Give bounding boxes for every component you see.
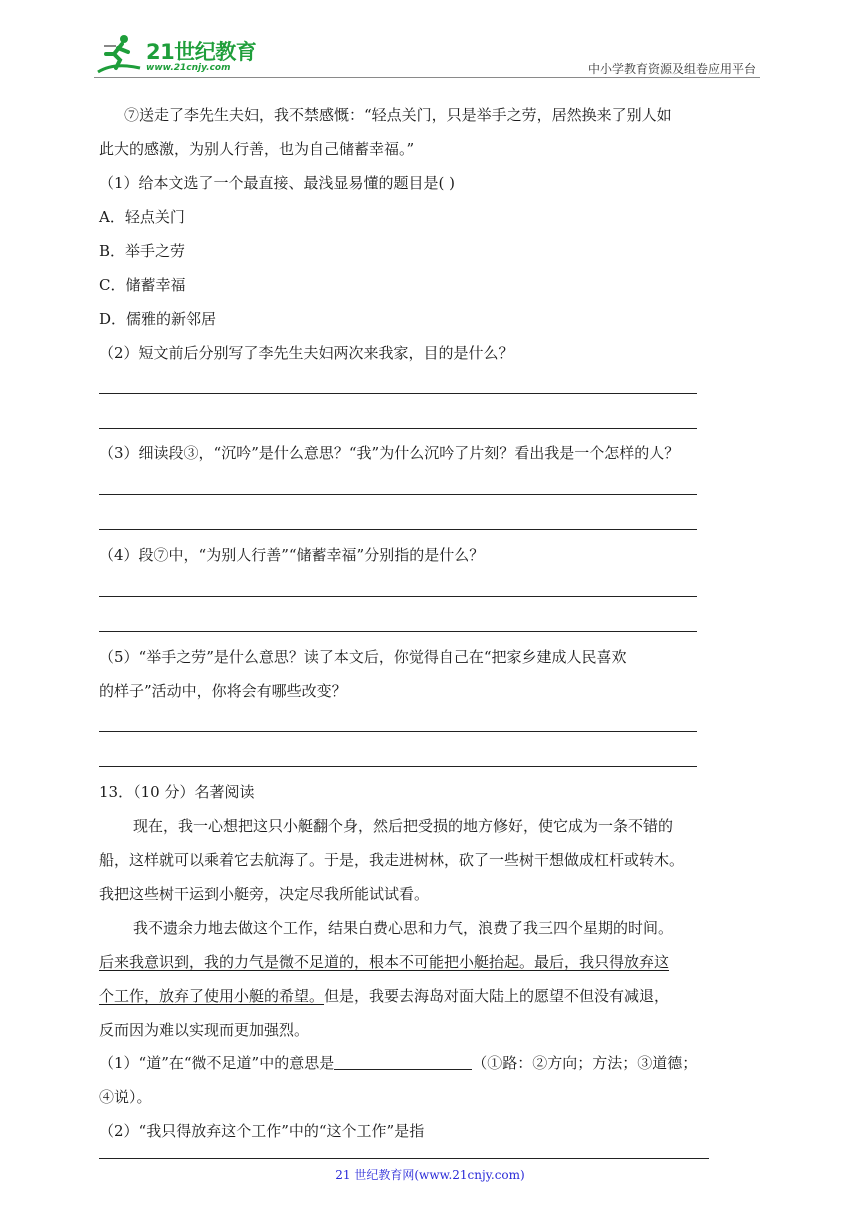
paragraph-7-line-2: 此大的感激，为别人行善，也为自己储蓄幸福。” (99, 140, 415, 158)
question-3-stem: （3）细读段③，“沉吟”是什么意思？“我”为什么沉吟了片刻？看出我是一个怎样的人？ (99, 444, 680, 462)
question-5-line-2: 的样子”活动中，你将会有哪些改变？ (99, 682, 347, 700)
question-13-sub-2: （2）“我只得放弃这个工作”中的“这个工作”是指 (99, 1122, 425, 1140)
answer-line[interactable] (99, 494, 697, 495)
logo-text: 21世纪教育 (146, 40, 257, 64)
answer-line[interactable] (99, 529, 697, 530)
option-c[interactable]: C．储蓄幸福 (99, 276, 186, 294)
question-1-stem: （1）给本文选了一个最直接、最浅显易懂的题目是( ) (99, 174, 456, 192)
passage-p1-line-3: 我把这些树干运到小艇旁，决定尽我所能试试看。 (99, 885, 430, 903)
fill-in-blank[interactable] (334, 1055, 472, 1070)
runner-logo-icon (94, 32, 144, 76)
platform-title: 中小学教育资源及组卷应用平台 (587, 62, 756, 76)
sub-1-suffix: （①路：②方向；方法；③道德； (472, 1054, 698, 1072)
question-5-line-1: （5）“举手之劳”是什么意思？读了本文后，你觉得自己在“把家乡建成人民喜欢 (99, 648, 627, 666)
underlined-sentence: 个工作，放弃了使用小艇的希望。 (99, 987, 325, 1005)
answer-line[interactable] (99, 731, 697, 732)
passage-p2-line-4: 反而因为难以实现而更加强烈。 (99, 1021, 310, 1039)
question-13-title: 13．（10 分）名著阅读 (99, 783, 255, 801)
answer-line[interactable] (99, 428, 697, 429)
header-divider (94, 77, 760, 78)
answer-line[interactable] (99, 766, 697, 767)
answer-line[interactable] (99, 631, 697, 632)
footer-divider (99, 1158, 709, 1159)
passage-p1-line-1: 现在，我一心想把这只小艇翻个身，然后把受损的地方修好，使它成为一条不错的 (133, 817, 674, 835)
question-2-stem: （2）短文前后分别写了李先生夫妇两次来我家，目的是什么？ (99, 344, 514, 362)
paragraph-7-line-1: ⑦送走了李先生夫妇，我不禁感慨：“轻点关门，只是举手之劳，居然换来了别人如 (124, 106, 672, 124)
page-header (94, 30, 760, 78)
question-13-sub-1-line-2: ④说）。 (99, 1088, 152, 1106)
passage-p2-line-3 (99, 986, 669, 1006)
passage-text: 但是，我要去海岛对面大陆上的愿望不但没有减退， (324, 987, 670, 1005)
option-d[interactable]: D．儒雅的新邻居 (99, 310, 217, 328)
answer-line[interactable] (99, 596, 697, 597)
sub-1-prefix: （1）“道”在“微不足道”中的意思是 (99, 1054, 335, 1072)
question-13-sub-1 (99, 1053, 697, 1073)
option-a[interactable]: A．轻点关门 (99, 208, 185, 226)
question-4-stem: （4）段⑦中，“为别人行善”“储蓄幸福”分别指的是什么？ (99, 546, 485, 564)
logo (94, 32, 274, 76)
footer-text: 21 世纪教育网(www.21cnjy.com) (335, 1168, 525, 1182)
passage-p2-line-1: 我不遗余力地去做这个工作，结果白费心思和力气，浪费了我三四个星期的时间。 (133, 919, 674, 937)
answer-line[interactable] (99, 393, 697, 394)
passage-p2-line-2: 后来我意识到，我的力气是微不足道的，根本不可能把小艇抬起。最后，我只得放弃这 (99, 953, 670, 971)
passage-p1-line-2: 船，这样就可以乘着它去航海了。于是，我走进树林，砍了一些树干想做成杠杆或转木。 (99, 851, 685, 869)
option-b[interactable]: B．举手之劳 (99, 242, 186, 260)
logo-url: www.21cnjy.com (146, 63, 231, 73)
